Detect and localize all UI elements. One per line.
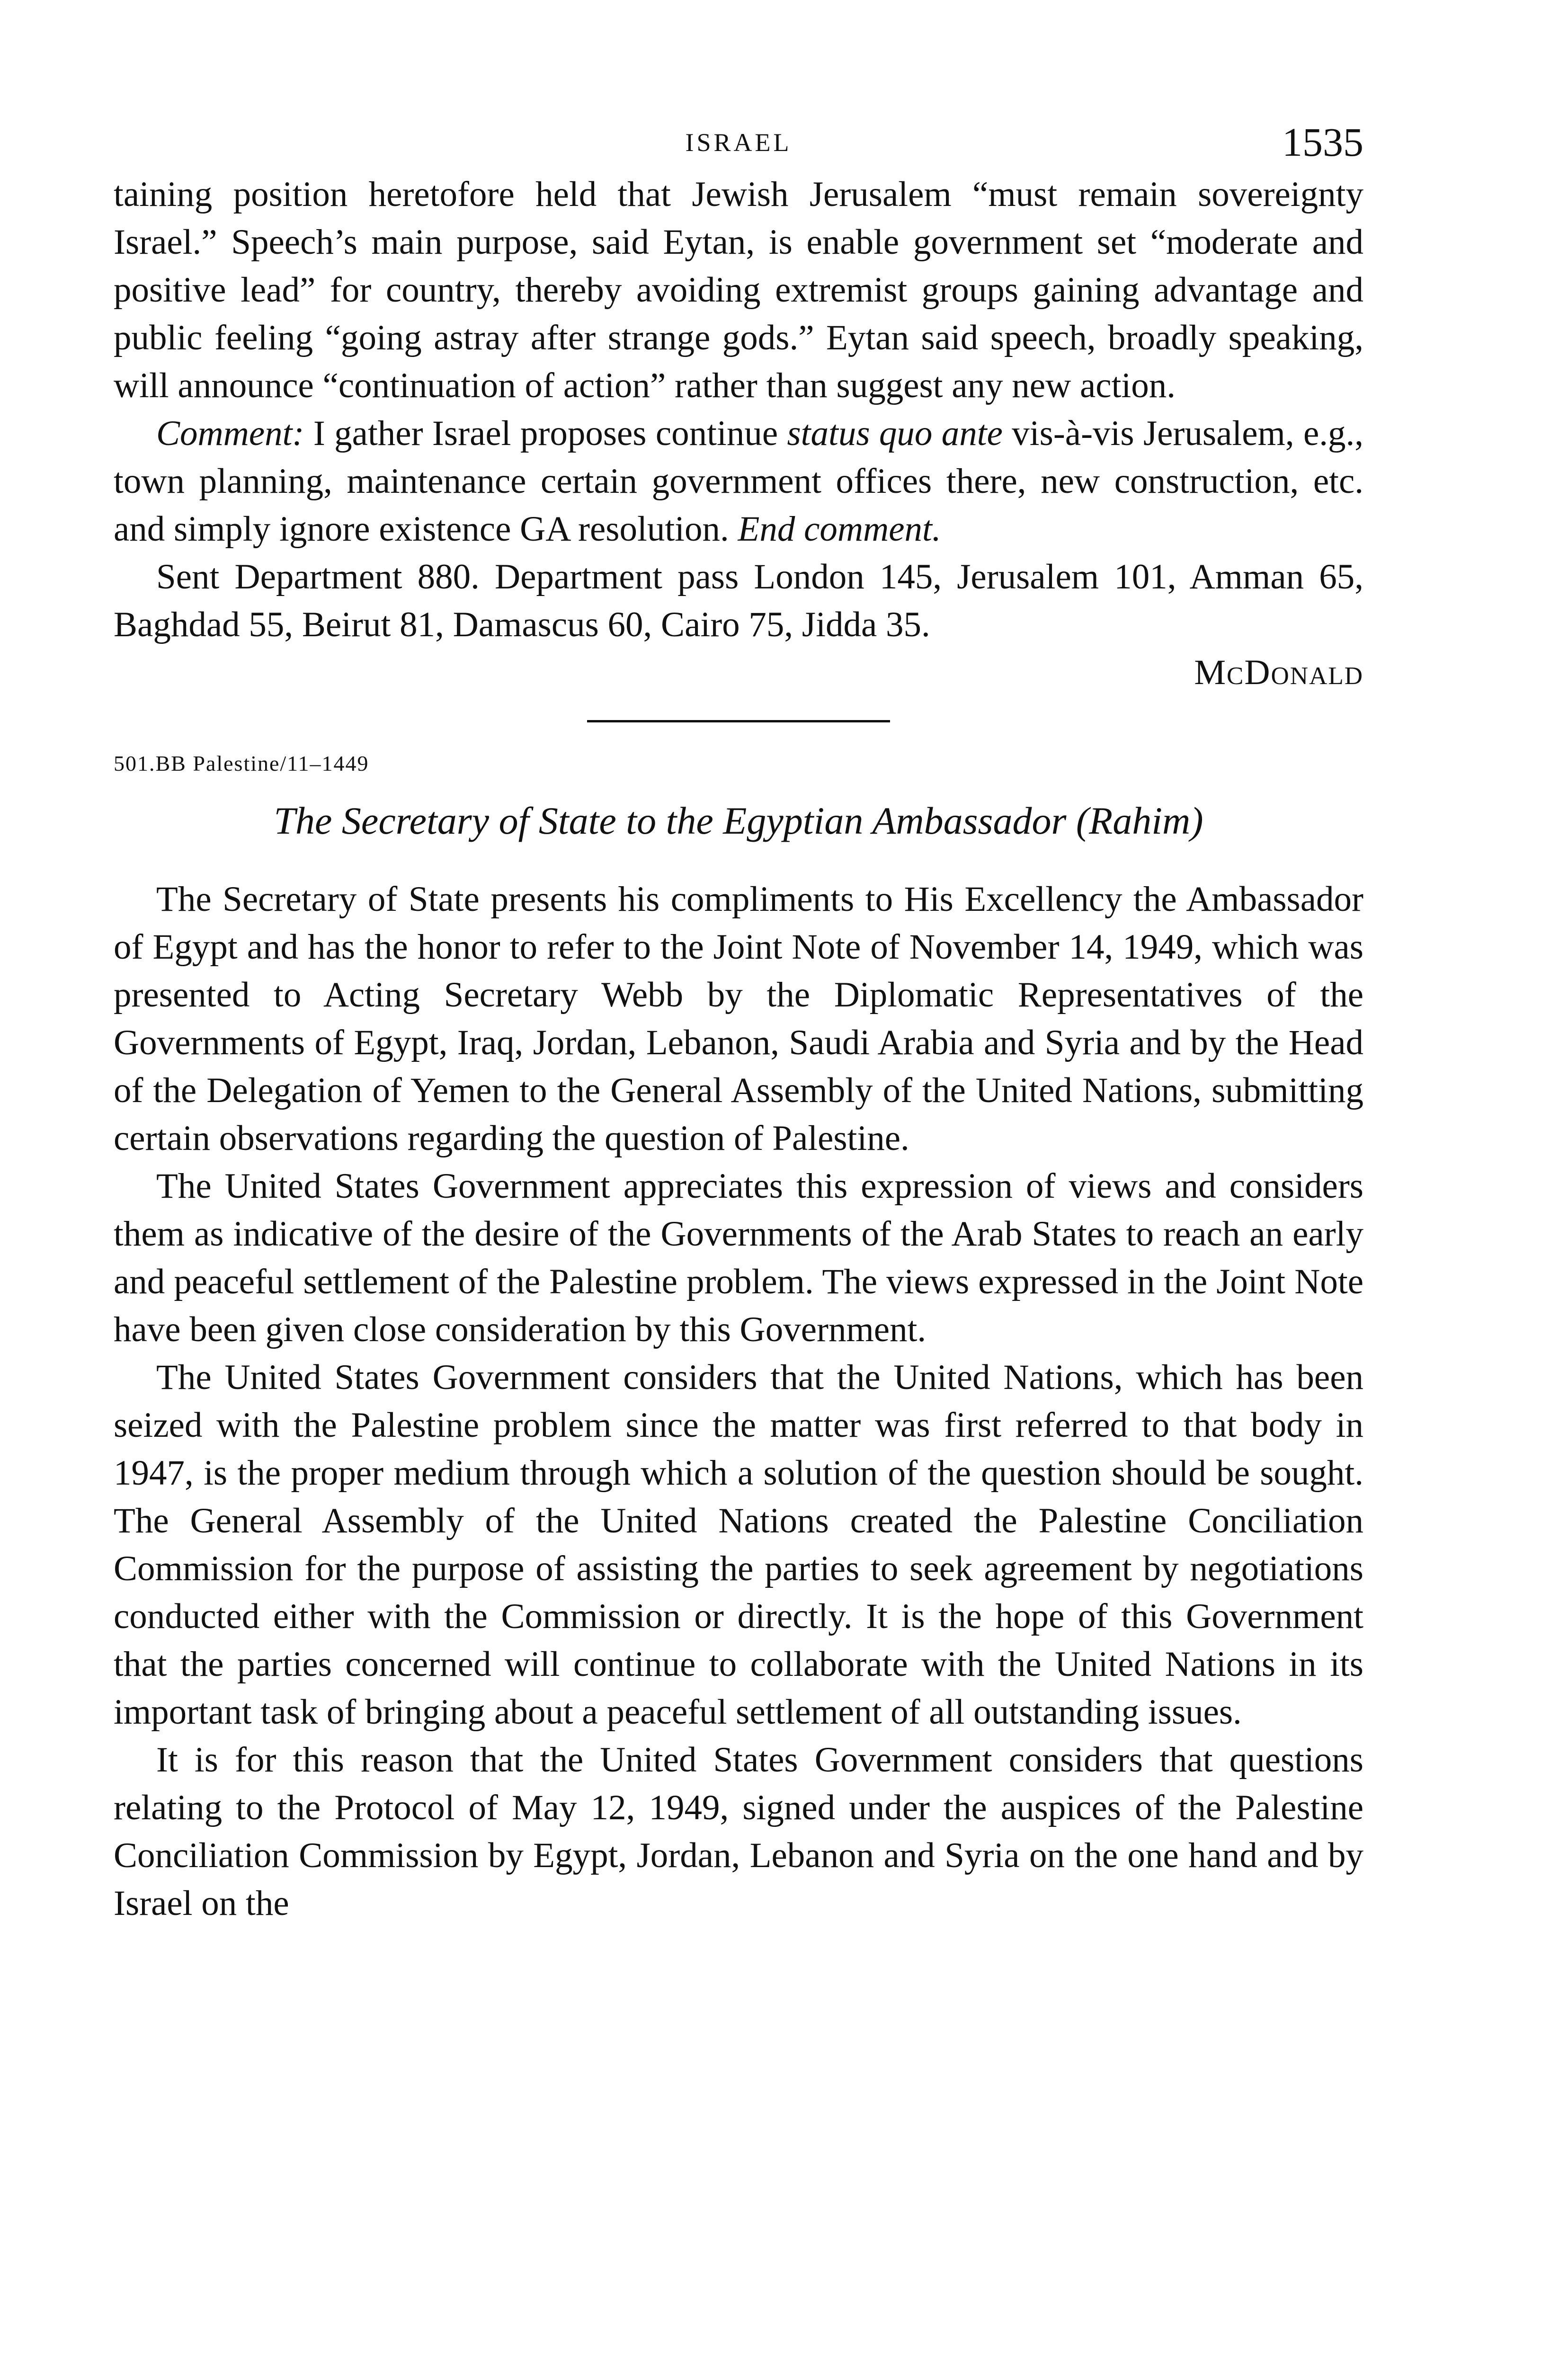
file-reference: 501.BB Palestine/11–1449 <box>114 751 369 775</box>
note-paragraph: The Secretary of State presents his compliments to His Excellency the Ambassador of Egypt and has the honor to refer to the Joint Note of November 14, 1949, which was presented to Acting Secretary Webb by the Diplomatic Representatives of the Governments of Egypt, Iraq, Jordan, Lebanon, Saudi Arabia and Syria and by the Head of the Delegation of Yemen to the General Assembly of the United Nations, submitting certain observations regarding the question of Palestine. <box>114 880 1363 1158</box>
document-title: The Secretary of State to the Egyptian Ambassador (Rahim) <box>274 799 1203 842</box>
routing-paragraph: Sent Department 880. Department pass London 145, Jerusalem 101, Amman 65, Baghdad 55, Beirut 81, Damascus 60, Cairo 75, Jidda 35. <box>114 557 1363 644</box>
end-comment: End comment. <box>738 509 941 549</box>
running-header <box>114 118 1363 170</box>
comment-italic-phrase: status quo ante <box>787 414 1003 453</box>
note-paragraph: The United States Government appreciates this expression of views and considers them as indicative of the desire of the Governments of the Arab States to reach an early and peaceful settlement of the Palestine problem. The views expressed in the Joint Note have been given close consideration by this Government. <box>114 1166 1363 1349</box>
note-paragraph: The United States Government considers that the United Nations, which has been seized with the Palestine problem since the matter was first referred to that body in 1947, is the proper medium through which a solution of the question should be sought. The General Assembly of the United Nations created the Palestine Conciliation Commission for the purpose of assisting the parties to seek agreement by negotiations conducted either with the Commission or directly. It is the hope of this Government that the parties concerned will continue to collaborate with the United Nations in its important task of bringing about a peaceful settlement of all outstanding issues. <box>114 1358 1363 1732</box>
comment-text: I gather Israel proposes continue <box>304 414 787 453</box>
comment-paragraph <box>114 409 1363 553</box>
page-number: 1535 <box>1282 119 1363 165</box>
comment-text-continued: vis-à-vis Jerusalem, e.g., town planning, maintenance certain government offices there, new construction, etc. and simply ignore existence GA resolution. <box>114 414 1364 549</box>
comment-label: Comment: <box>156 414 304 453</box>
note-paragraph: It is for this reason that the United States Government considers that questions relating to the Protocol of May 12, 1949, signed under the auspices of the Palestine Conciliation Commission by Egypt, Jordan, Lebanon and Syria on the one hand and by Israel on the <box>114 1740 1363 1923</box>
note-body <box>114 875 1363 1927</box>
signature: McDonald <box>1194 653 1363 692</box>
telegram-paragraph: taining position heretofore held that Jewish Jerusalem “must remain sovereignty Israel.” Speech’s main purpose, said Eytan, is enable government set “moderate and positive lead” for country, thereby avoiding extremist groups gaining advantage and public feeling “going astray after strange gods.” Eytan said speech, broadly speaking, will announce “continuation of action” rather than suggest any new action. <box>114 175 1363 405</box>
telegram-continuation <box>114 170 1363 649</box>
running-title: ISRAEL <box>685 128 792 157</box>
section-divider <box>587 720 890 722</box>
document-page <box>114 118 1363 1927</box>
